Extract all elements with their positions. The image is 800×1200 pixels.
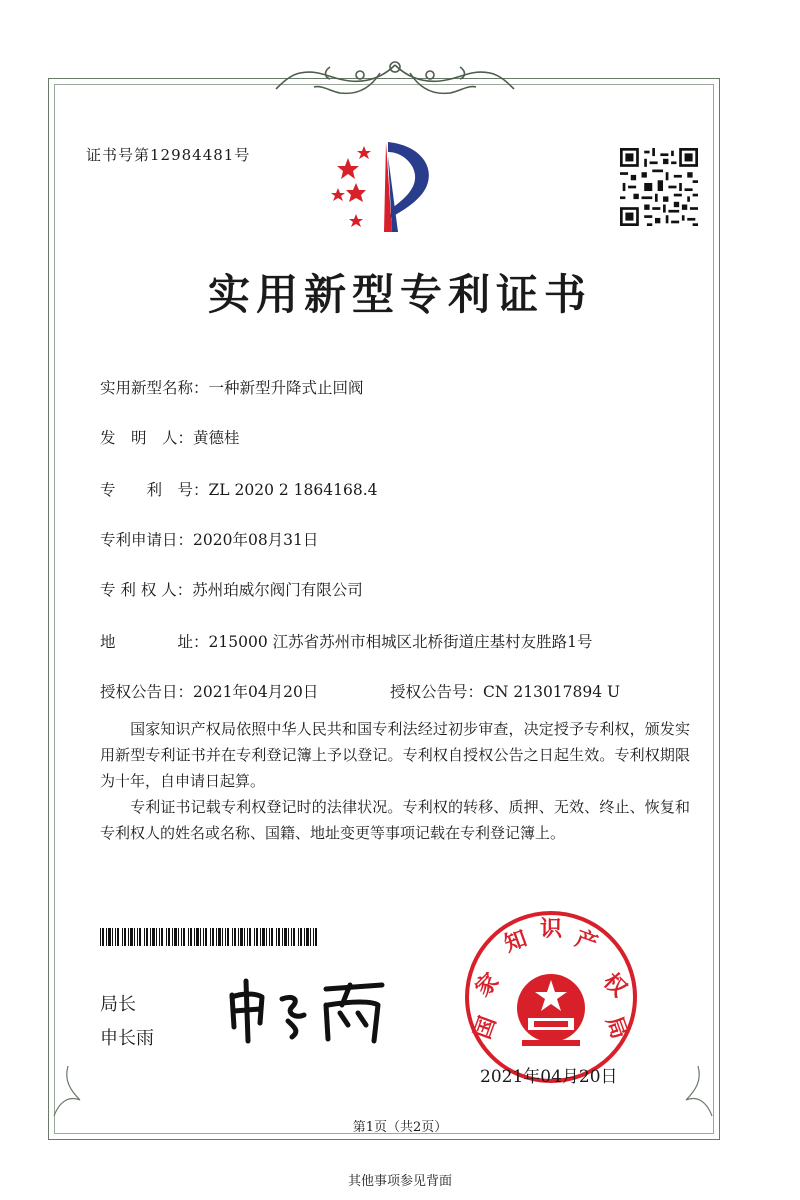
field-value: CN 213017894 U <box>483 683 621 701</box>
ornament-top-icon <box>270 55 520 105</box>
director-title: 局长 <box>100 994 136 1015</box>
director-name: 申长雨 <box>100 1028 154 1049</box>
field-label: 发 明 人： <box>100 429 194 447</box>
field-grant-announcement-date <box>100 680 318 702</box>
svg-text:知: 知 <box>501 926 531 958</box>
field-label: 专 利 权 人： <box>100 581 193 599</box>
svg-text:局: 局 <box>600 1013 632 1043</box>
footer-note: 其他事项参见背面 <box>347 1174 452 1189</box>
field-application-date <box>100 528 318 550</box>
qr-code-icon <box>620 148 698 226</box>
field-value: 2021年04月20日 <box>193 683 319 701</box>
director-signature-icon <box>222 975 392 1045</box>
svg-text:识: 识 <box>539 917 563 942</box>
field-value: 黄德桂 <box>193 429 240 447</box>
field-value: 苏州珀威尔阀门有限公司 <box>192 581 363 599</box>
field-label: 授权公告号： <box>390 683 484 701</box>
field-label: 地 址： <box>100 633 209 651</box>
corner-ornament-icon <box>50 1060 110 1120</box>
svg-text:国: 国 <box>470 1013 502 1043</box>
cnipa-logo-icon <box>326 128 454 240</box>
field-address <box>100 630 592 652</box>
paragraph-text: 专利证书记载专利权登记时的法律状况。专利权的转移、质押、无效、终止、恢复和专利权人的姓名或名称、国籍、地址变更等事项记载在专利登记簿上。 <box>100 798 690 842</box>
field-patent-number <box>100 478 378 500</box>
svg-text:权: 权 <box>597 968 632 1003</box>
field-patentee <box>100 578 363 600</box>
field-label: 实用新型名称： <box>100 379 209 397</box>
field-value: 215000 江苏省苏州市相城区北桥街道庄基村友胜路1号 <box>208 633 593 651</box>
svg-text:产: 产 <box>571 926 601 958</box>
field-grant-announcement-number <box>390 680 620 702</box>
seal-date: 2021年04月20日 <box>480 1067 618 1087</box>
certificate-paragraph <box>100 794 690 846</box>
field-label: 授权公告日： <box>100 683 194 701</box>
field-label: 专利申请日： <box>100 531 194 549</box>
field-value: ZL 2020 2 1864168.4 <box>208 481 378 499</box>
svg-text:家: 家 <box>470 968 505 1003</box>
corner-ornament-icon <box>656 1060 716 1120</box>
barcode-icon <box>100 928 318 946</box>
page-number: 第1页（共2页） <box>352 1120 448 1135</box>
certificate-title: 实用新型专利证书 <box>207 270 592 319</box>
field-value: 一种新型升降式止回阀 <box>208 379 364 397</box>
field-label: 专 利 号： <box>100 481 209 499</box>
field-inventor <box>100 426 240 448</box>
official-seal-icon <box>462 908 640 1086</box>
certificate-number: 证书号第12984481号 <box>86 146 251 164</box>
paragraph-text: 国家知识产权局依照中华人民共和国专利法经过初步审查，决定授予专利权，颁发实用新型专利证书并在专利登记簿上予以登记。专利权自授权公告之日起生效。专利权期限为十年，自申请日起算。 <box>100 720 690 790</box>
certificate-paragraph <box>100 716 690 794</box>
field-value: 2020年08月31日 <box>193 531 319 549</box>
field-utility-model-name <box>100 376 364 398</box>
